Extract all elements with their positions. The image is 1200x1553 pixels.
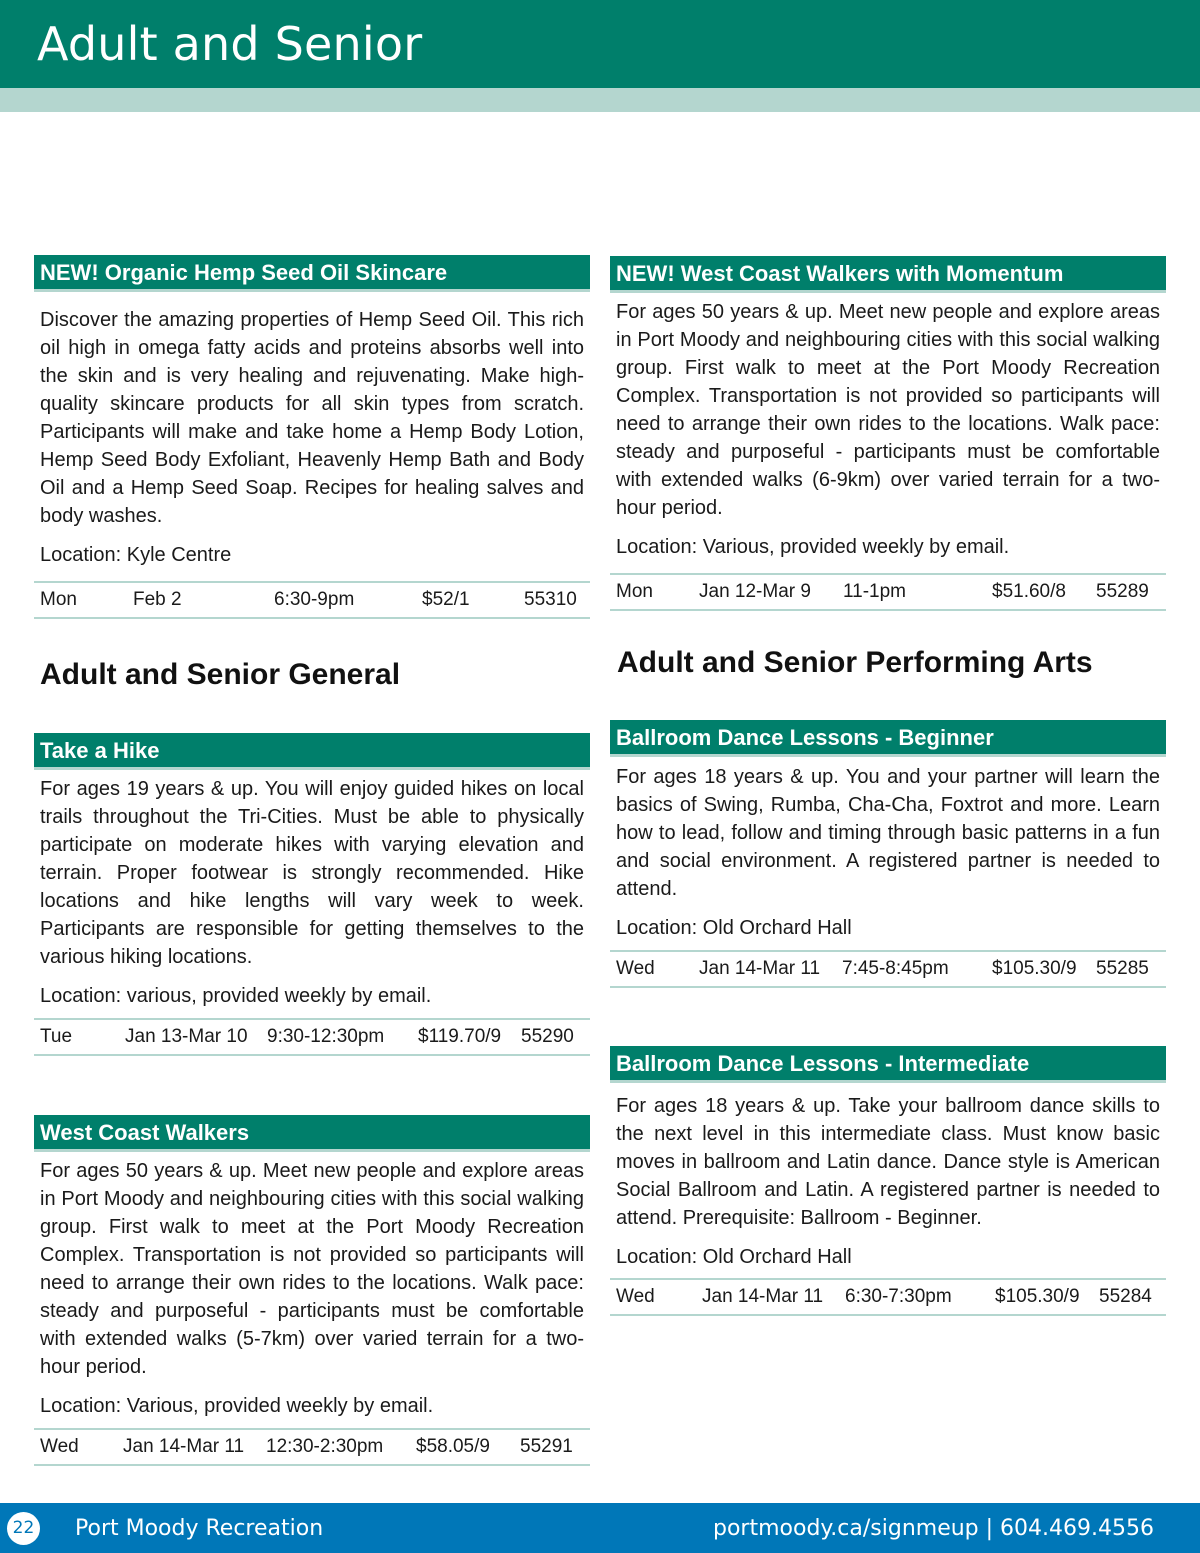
schedule-day: Tue xyxy=(40,1026,73,1047)
schedule-fee: $105.30/9 xyxy=(992,958,1077,979)
schedule-dates: Jan 13-Mar 10 xyxy=(125,1026,248,1047)
program-ballroom-beginner xyxy=(610,720,1166,988)
schedule-time: 6:30-9pm xyxy=(274,589,355,610)
page-title: Adult and Senior xyxy=(37,17,423,71)
course-code[interactable]: 55290 xyxy=(521,1026,574,1047)
program-description: For ages 18 years & up. You and your partner will learn the basics of Swing, Rumba, Cha-Cha, Foxtrot and more. Learn how to lead, follow and timing through basic patterns in a fun and social environment. A registered partner is needed to attend. xyxy=(616,766,1160,900)
schedule-fee: $119.70/9 xyxy=(418,1026,502,1047)
program-walkers xyxy=(34,1115,590,1466)
program-hemp xyxy=(34,255,590,619)
program-title: Ballroom Dance Lessons - Intermediate xyxy=(610,1046,1166,1083)
schedule-row xyxy=(34,581,590,619)
program-location: Location: Various, provided weekly by email. xyxy=(616,536,1010,558)
schedule-time: 11-1pm xyxy=(843,581,907,602)
schedule-row xyxy=(34,1428,590,1466)
schedule-day: Wed xyxy=(616,1286,655,1307)
program-title: NEW! Organic Hemp Seed Oil Skincare xyxy=(34,255,590,292)
section-heading-performing-arts: Adult and Senior Performing Arts xyxy=(617,646,1093,679)
schedule-day: Mon xyxy=(40,589,77,610)
page-number: 22 xyxy=(7,1512,40,1545)
section-heading-general: Adult and Senior General xyxy=(40,658,401,691)
schedule-dates: Jan 14-Mar 11 xyxy=(699,958,821,979)
schedule-time: 7:45-8:45pm xyxy=(842,958,949,979)
program-location: Location: Old Orchard Hall xyxy=(616,917,852,939)
course-code[interactable]: 55285 xyxy=(1096,958,1149,979)
schedule-time: 9:30-12:30pm xyxy=(267,1026,385,1047)
course-code[interactable]: 55284 xyxy=(1099,1286,1152,1307)
schedule-dates: Jan 14-Mar 11 xyxy=(702,1286,824,1307)
schedule-fee: $52/1 xyxy=(422,589,470,610)
schedule-fee: $58.05/9 xyxy=(416,1436,490,1457)
program-description: Discover the amazing properties of Hemp Seed Oil. This rich oil high in omega fatty acids and proteins absorbs well into the skin and is very healing and rejuvenating. Make high-quality skincare products for all skin types from scratch. Participants will make and take home a Hemp Body Lotion, Hemp Seed Body Exfoliant, Heavenly Hemp Bath and Body Oil and a Hemp Seed Soap. Recipes for healing salves and body washes. xyxy=(40,309,584,527)
course-code[interactable]: 55289 xyxy=(1096,581,1149,602)
schedule-row xyxy=(610,950,1166,988)
program-description: For ages 50 years & up. Meet new people and explore areas in Port Moody and neighbouring cities with this social walking group. First walk to meet at the Port Moody Recreation Complex. Transportation is not provided so participants will need to arrange their own rides to the locations. Walk pace: steady and purposeful - participants must be comfortable with extended walks (6-9km) over varied terrain for a two-hour period. xyxy=(616,301,1160,519)
program-ballroom-intermediate xyxy=(610,1046,1166,1316)
program-description: For ages 19 years & up. You will enjoy guided hikes on local trails throughout the Tri-Cities. Must be able to physically participate on moderate hikes with varying elevation and terrain. Proper footwear is strongly recommended. Hike locations and hike lengths will vary week to week. Participants are responsible for getting themselves to the various hiking locations. xyxy=(40,778,584,968)
program-title: Ballroom Dance Lessons - Beginner xyxy=(610,720,1166,757)
schedule-dates: Feb 2 xyxy=(133,589,182,610)
schedule-fee: $51.60/8 xyxy=(992,581,1066,602)
schedule-day: Wed xyxy=(616,958,655,979)
program-location: Location: Kyle Centre xyxy=(40,544,232,566)
program-momentum xyxy=(610,256,1166,611)
schedule-time: 6:30-7:30pm xyxy=(845,1286,952,1307)
program-description: For ages 18 years & up. Take your ballroom dance skills to the next level in this intermediate class. Must know basic moves in ballroom and Latin dance. Dance style is American Social Ballroom and Latin. A registered partner is needed to attend. Prerequisite: Ballroom - Beginner. xyxy=(616,1095,1160,1229)
schedule-dates: Jan 12-Mar 9 xyxy=(699,581,811,602)
course-code[interactable]: 55291 xyxy=(520,1436,573,1457)
schedule-row xyxy=(610,1278,1166,1316)
program-title: West Coast Walkers xyxy=(34,1115,590,1152)
program-location: Location: Old Orchard Hall xyxy=(616,1246,852,1268)
footer-organization: Port Moody Recreation xyxy=(75,1516,324,1541)
program-description: For ages 50 years & up. Meet new people and explore areas in Port Moody and neighbouring cities with this social walking group. First walk to meet at the Port Moody Recreation Complex. Transportation is not provided so participants will need to arrange their own rides to the locations. Walk pace: steady and purposeful - participants must be comfortable with extended walks (5-7km) over varied terrain for a two-hour period. xyxy=(40,1160,584,1378)
footer-contact-link[interactable]: portmoody.ca/signmeup | 604.469.4556 xyxy=(713,1516,1154,1541)
program-hike xyxy=(34,733,590,1056)
schedule-fee: $105.30/9 xyxy=(995,1286,1080,1307)
schedule-day: Mon xyxy=(616,581,653,602)
schedule-row xyxy=(34,1018,590,1056)
schedule-time: 12:30-2:30pm xyxy=(266,1436,384,1457)
schedule-dates: Jan 14-Mar 11 xyxy=(123,1436,245,1457)
program-title: NEW! West Coast Walkers with Momentum xyxy=(610,256,1166,293)
program-location: Location: Various, provided weekly by email. xyxy=(40,1395,434,1417)
header-accent-strip xyxy=(0,88,1200,112)
schedule-day: Wed xyxy=(40,1436,79,1457)
course-code[interactable]: 55310 xyxy=(524,589,577,610)
program-title: Take a Hike xyxy=(34,733,590,770)
program-location: Location: various, provided weekly by email. xyxy=(40,985,432,1007)
schedule-row xyxy=(610,573,1166,611)
